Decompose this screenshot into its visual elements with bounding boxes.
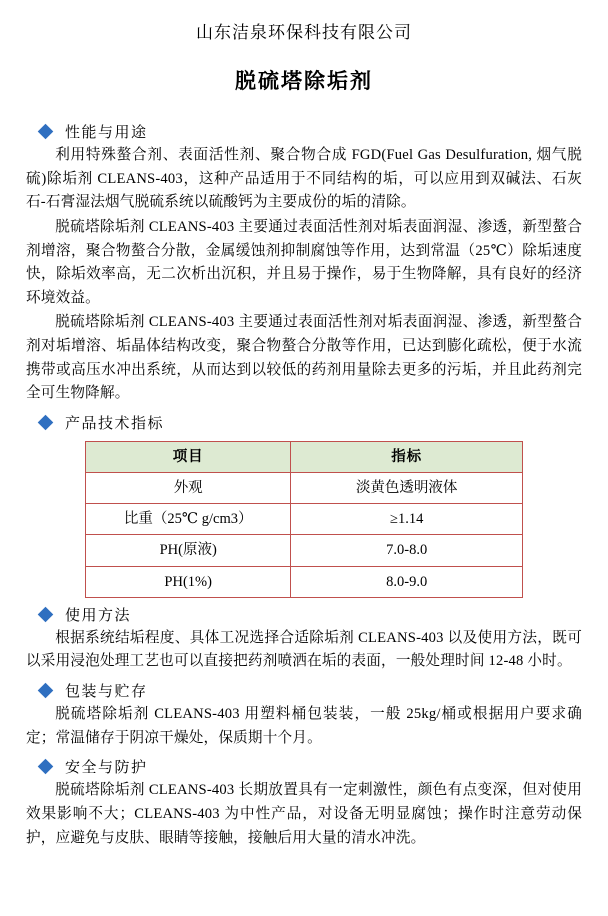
paragraph: 根据系统结垢程度、具体工况选择合适除垢剂 CLEANS-403 以及使用方法，既可以采用浸泡处理工艺也可以直接把药剂喷洒在垢的表面，一般处理时间 12-48 小时。 (26, 629, 582, 670)
table-header-row (86, 442, 523, 473)
table-header-cell: 项目 (86, 442, 291, 473)
paragraph: 脱硫塔除垢剂 CLEANS-403 主要通过表面活性剂对垢表面润湿、渗透，新型螯合剂增溶，聚合物螯合分散，金属缓蚀剂抑制腐蚀等作用，达到常温（25℃）除垢速度快，除垢效率高，无二次析出沉积，并且易于操作，易于生物降解，具有良好的经济环境效益。 (26, 218, 582, 306)
table-row (86, 473, 523, 504)
table-cell-value: 7.0-8.0 (291, 535, 523, 566)
section-usage (26, 604, 582, 674)
section-performance (26, 121, 582, 406)
company-name: 山东洁泉环保科技有限公司 (196, 23, 412, 42)
section-heading (26, 680, 582, 701)
table-row (86, 504, 523, 535)
section-technical-specs (26, 412, 582, 598)
section-heading-label: 使用方法 (65, 607, 132, 624)
table-row (86, 566, 523, 597)
section-heading-label: 安全与防护 (65, 760, 148, 777)
paragraph: 脱硫塔除垢剂 CLEANS-403 长期放置具有一定刺激性，颜色有点变深，但对使用效果影响不大；CLEANS-403 为中性产品，对设备无明显腐蚀；操作时注意劳动保护，应避免与皮肤、眼睛等接触，接触后用大量的清水冲洗。 (26, 782, 582, 846)
section-heading (26, 604, 582, 625)
table-cell-item: PH(1%) (86, 566, 291, 597)
section-heading (26, 121, 582, 142)
diamond-bullet-icon (38, 124, 54, 140)
table-cell-item: PH(原液) (86, 535, 291, 566)
diamond-bullet-icon (38, 606, 54, 622)
section-heading (26, 756, 582, 777)
spec-table (85, 441, 523, 598)
diamond-bullet-icon (38, 415, 54, 431)
table-cell-item: 外观 (86, 473, 291, 504)
section-heading-label: 性能与用途 (65, 125, 148, 141)
section-safety-protection (26, 756, 582, 850)
diamond-bullet-icon (38, 683, 54, 699)
table-header-cell: 指标 (291, 442, 523, 473)
paragraph: 脱硫塔除垢剂 CLEANS-403 主要通过表面活性剂对垢表面润湿、渗透，新型螯合剂对垢增溶、垢晶体结构改变，聚合物螯合分散等作用，已达到膨化疏松，便于水流携带或高压水冲出系统，从而达到以较低的药剂用量除去更多的污垢，并且此药剂完全可生物降解。 (26, 314, 582, 402)
section-heading (26, 412, 582, 433)
section-heading-label: 包装与贮存 (65, 683, 148, 700)
document-title: 脱硫塔除垢剂 (235, 69, 373, 93)
table-row (86, 535, 523, 566)
diamond-bullet-icon (38, 759, 54, 775)
section-packaging-storage (26, 680, 582, 750)
table-cell-value: ≥1.14 (291, 504, 523, 535)
paragraph: 利用特殊螯合剂、表面活性剂、聚合物合成 FGD(Fuel Gas Desulfuration, 烟气脱硫)除垢剂 CLEANS-403，这种产品适用于不同结构的垢，可以应用到双碱法、石灰石-石膏湿法烟气脱硫系统以硫酸钙为主要成份的垢的清除。 (26, 147, 582, 211)
paragraph: 脱硫塔除垢剂 CLEANS-403 用塑料桶包装装，一般 25kg/桶或根据用户要求确定；常温储存于阴凉干燥处，保质期十个月。 (26, 705, 582, 746)
table-cell-item: 比重（25℃ g/cm3） (86, 504, 291, 535)
section-heading-label: 产品技术指标 (65, 416, 165, 433)
table-cell-value: 淡黄色透明液体 (291, 473, 523, 504)
table-cell-value: 8.0-9.0 (291, 566, 523, 597)
